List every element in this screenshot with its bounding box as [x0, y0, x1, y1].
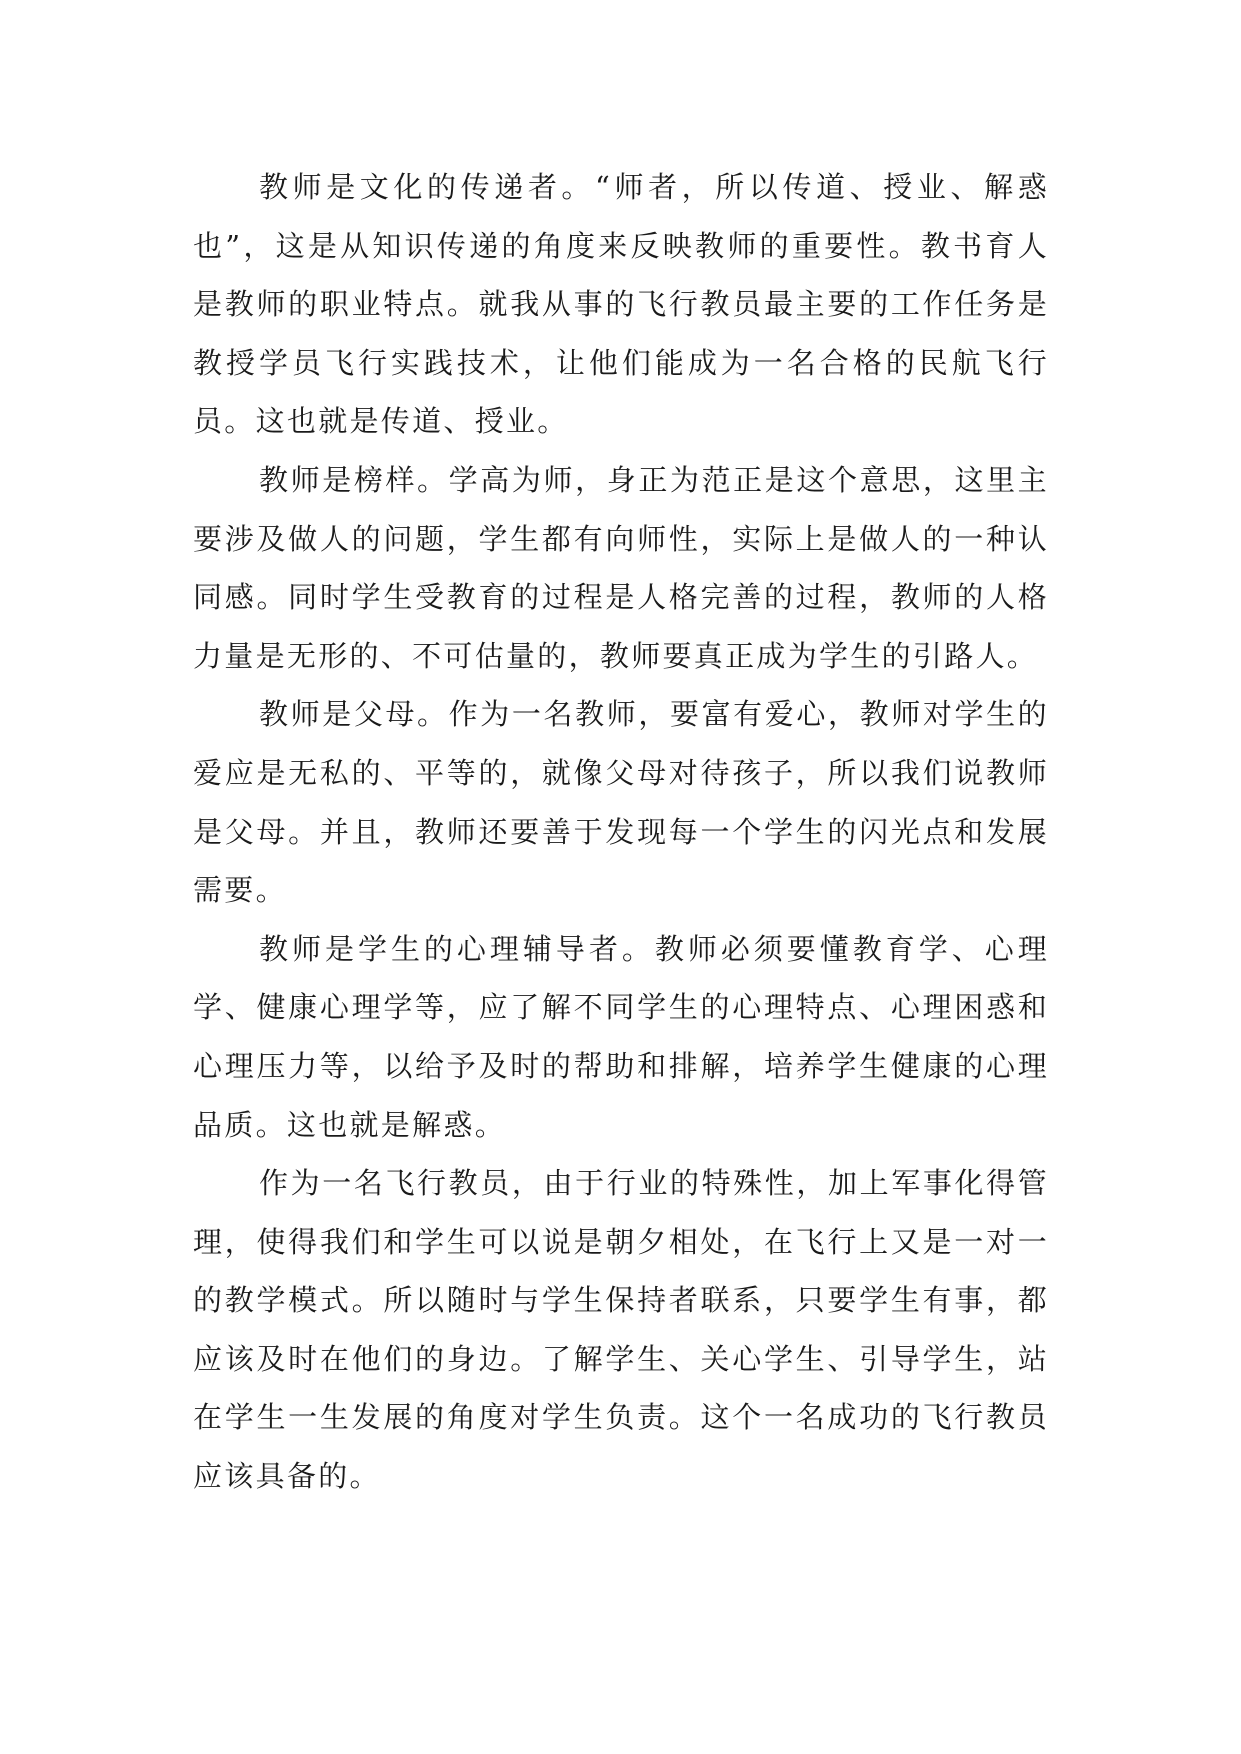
paragraph-parent: 教师是父母。作为一名教师，要富有爱心，教师对学生的爱应是无私的、平等的，就像父母对待孩子，所以我们说教师是父母。并且，教师还要善于发现每一个学生的闪光点和发展需要。 — [193, 697, 1049, 908]
paragraph-role-model: 教师是榜样。学高为师，身正为范正是这个意思，这里主要涉及做人的问题，学生都有向师性，实际上是做人的一种认同感。同时学生受教育的过程是人格完善的过程，教师的人格力量是无形的、不可估量的，教师要真正成为学生的引路人。 — [193, 462, 1049, 673]
paragraph-flight-instructor: 作为一名飞行教员，由于行业的特殊性，加上军事化得管理，使得我们和学生可以说是朝夕相处，在飞行上又是一对一的教学模式。所以随时与学生保持者联系，只要学生有事，都应该及时在他们的身边。了解学生、关心学生、引导学生，站在学生一生发展的角度对学生负责。这个一名成功的飞行教员应该具备的。 — [193, 1166, 1049, 1494]
paragraph-cultural-transmitter: 教师是文化的传递者。“师者，所以传道、授业、解惑也”，这是从知识传递的角度来反映教师的重要性。教书育人是教师的职业特点。就我从事的飞行教员最主要的工作任务是教授学员飞行实践技术，让他们能成为一名合格的民航飞行员。这也就是传道、授业。 — [193, 170, 1049, 439]
document-body — [193, 158, 1049, 1506]
paragraph-counselor: 教师是学生的心理辅导者。教师必须要懂教育学、心理学、健康心理学等，应了解不同学生的心理特点、心理困惑和心理压力等，以给予及时的帮助和排解，培养学生健康的心理品质。这也就是解惑。 — [193, 931, 1049, 1142]
